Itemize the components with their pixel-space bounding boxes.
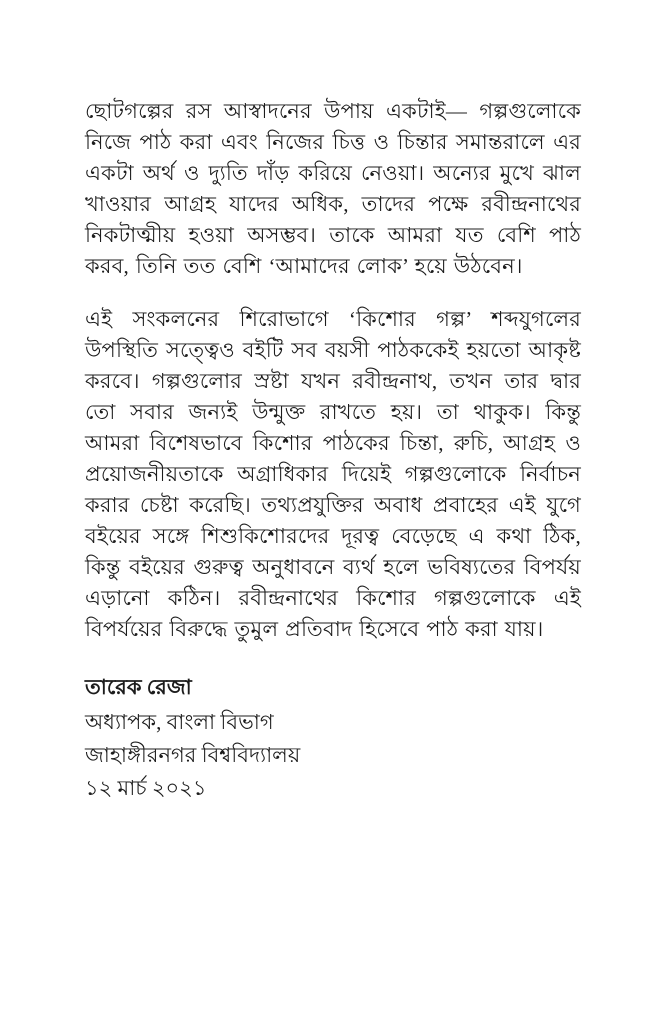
date-line: ১২ মার্চ ২০২১ [85, 776, 207, 800]
author-institution: জাহাঙ্গীরনগর বিশ্ববিদ্যালয় [85, 743, 301, 767]
author-title: অধ্যাপক, বাংলা বিভাগ [85, 710, 274, 734]
paragraph-2: এই সংকলনের শিরোভাগে ‘কিশোর গল্প’ শব্দযুগলের উপস্থিতি সত্ত্বেও বইটি সব বয়সী পাঠককেই হয়তো আকৃষ্ট করবে। গল্পগুলোর স্রষ্টা যখন রবীন্দ্রনাথ, তখন তার দ্বার তো সবার জন্যই উন্মুক্ত রাখতে হয়। তা থাকুক। কিন্তু আমরা বিশেষভাবে কিশোর পাঠকের চিন্তা, রুচি, আগ্রহ ও প্রয়োজনীয়তাকে অগ্রাধিকার দিয়েই গল্পগুলোকে নির্বাচন করার চেষ্টা করেছি। তথ্যপ্রযুক্তির অবাধ প্রবাহের এই যুগে বইয়ের সঙ্গে শিশুকিশোরদের দূরত্ব বেড়েছে এ কথা ঠিক, কিন্তু বইয়ের গুরুত্ব অনুধাবনে ব্যর্থ হলে ভবিষ্যতের বিপর্যয় এড়ানো কঠিন। রবীন্দ্রনাথের কিশোর গল্পগুলোকে এই বিপর্যয়ের বিরুদ্ধে তুমুল প্রতিবাদ হিসেবে পাঠ করা যায়। [85, 307, 581, 641]
signature-block [85, 671, 581, 805]
author-name: তারেক রেজা [85, 675, 192, 699]
paragraph-1: ছোটগল্পের রস আস্বাদনের উপায় একটাই— গল্পগুলোকে নিজে পাঠ করা এবং নিজের চিত্ত ও চিন্তার সমান্তরালে এর একটা অর্থ ও দ্যুতি দাঁড় করিয়ে নেওয়া। অন্যের মুখে ঝাল খাওয়ার আগ্রহ যাদের অধিক, তাদের পক্ষে রবীন্দ্রনাথের নিকটাত্মীয় হওয়া অসম্ভব। তাকে আমরা যত বেশি পাঠ করব, তিনি তত বেশি ‘আমাদের লোক’ হয়ে উঠবেন। [85, 99, 581, 278]
text-block [85, 96, 581, 805]
